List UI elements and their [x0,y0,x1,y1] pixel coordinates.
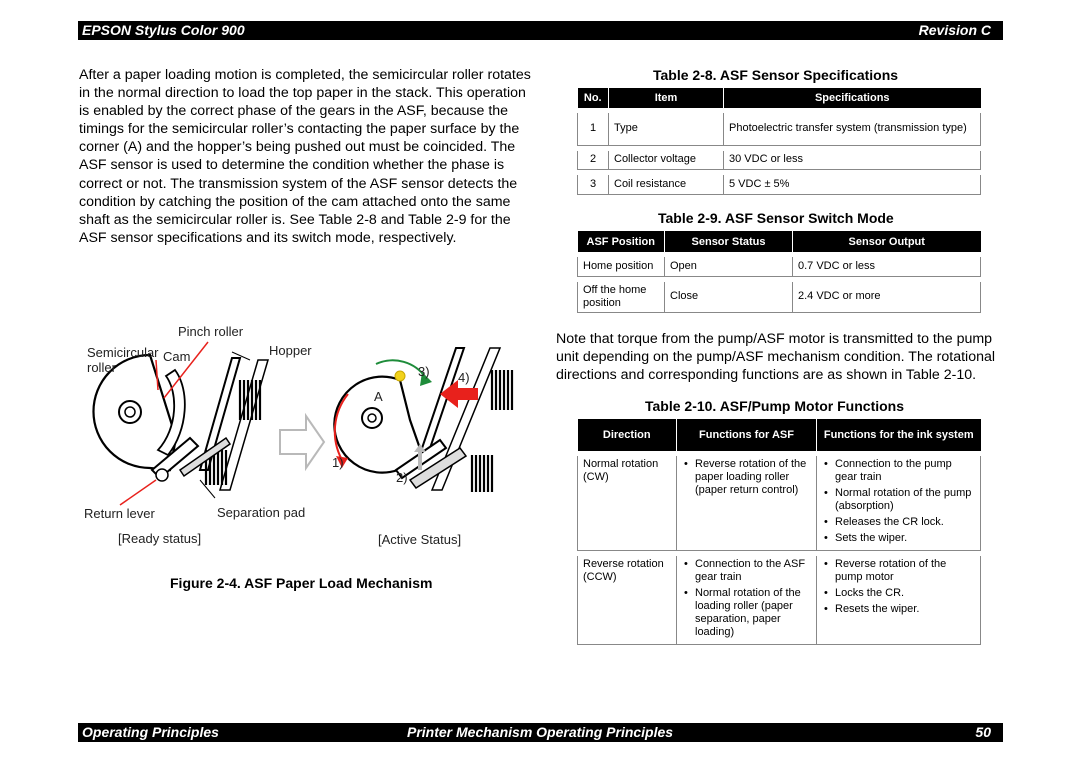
ink-functions-list [822,458,975,545]
body-line: is enabled by the correct phase of the gears in the ASF, because the [79,103,509,120]
table-8-caption: Table 2-8. ASF Sensor Specifications [653,67,899,83]
column-header: No. [578,88,609,108]
ink-functions-list [822,558,975,616]
column-header: Specifications [724,88,981,108]
corner-marker [395,371,405,381]
table-10-caption: Table 2-10. ASF/Pump Motor Functions [645,398,905,414]
asf-pump-motor-table [577,419,981,645]
cell-status: Close [665,282,793,313]
list-item: • Normal rotation of the pump (absorption) [822,487,975,513]
body-line: After a paper loading motion is completed, the semicircular roller rotates [79,67,531,83]
page-header [78,21,1003,40]
step-3-label: 3) [418,364,430,379]
revision-label: Revision C [918,22,991,38]
body-paragraph [79,66,531,247]
cell-position: Off the home position [578,282,665,313]
table-row [578,282,981,313]
body-line: shaft as the semicircular roller is. See Table 2-8 and Table 2-9 for the [79,211,511,228]
column-header: Item [609,88,724,108]
note-paragraph [556,330,1006,384]
page-number: 50 [975,724,991,740]
body-line: corner (A) and the hopper’s being pushed out must be coincided. The [79,139,516,156]
table-row [578,113,981,145]
table-row [578,175,981,194]
figure-caption: Figure 2-4. ASF Paper Load Mechanism [170,575,433,591]
manual-title: EPSON Stylus Color 900 [82,22,245,38]
active-status-label: [Active Status] [378,532,462,547]
table-row [578,556,981,645]
cell-no: 2 [578,151,609,170]
column-header: Direction [578,419,677,451]
list-item: • Connection to the ASF gear train [682,558,811,584]
column-header: Functions for ASF [677,419,817,451]
cell-item: Coil resistance [609,175,724,194]
column-header: Sensor Output [793,231,981,252]
note-line: directions and corresponding functions are as shown in Table 2-10. [556,367,977,384]
table-9-caption: Table 2-9. ASF Sensor Switch Mode [658,210,894,226]
return-lever-label: Return lever [84,506,155,521]
note-line: unit depending on the pump/ASF mechanism condition. The rotational [556,349,996,366]
cell-spec: Photoelectric transfer system (transmission type) [724,113,981,145]
cell-output: 0.7 VDC or less [793,257,981,276]
cell-no: 3 [578,175,609,194]
transition-arrow [280,416,324,468]
list-item: • Reverse rotation of the pump motor [822,558,975,584]
body-line: ASF sensor specifications and its switch mode, respectively. [79,229,457,246]
body-line: timings for the semicircular roller’s contacting the paper surface by the [79,121,520,138]
body-line: ASF sensor is used to determine the condition whether the phase is [79,157,505,174]
list-item: • Reverse rotation of the paper loading roller (paper return control) [682,458,811,497]
list-item: • Releases the CR lock. [822,516,975,529]
cell-item: Collector voltage [609,151,724,170]
separation-pad-leader [200,480,215,498]
cell-direction: Reverse rotation (CCW) [578,556,677,645]
table-row [578,257,981,276]
table-row [578,151,981,170]
active-pad-spring [472,455,492,492]
column-header: Sensor Status [665,231,793,252]
cell-position: Home position [578,257,665,276]
body-line: correct or not. The transmission system of the ASF sensor detects the [79,175,518,192]
section-name: Operating Principles [82,724,219,740]
note-line: Note that torque from the pump/ASF motor is transmitted to the pump [556,331,993,347]
list-item: • Connection to the pump gear train [822,458,975,484]
active-hopper-spring [492,370,512,410]
list-item: • Normal rotation of the loading roller (paper separation, paper loading) [682,587,811,639]
body-line: in the normal direction to load the top paper in the stack. This operation [79,85,526,102]
corner-a-label: A [374,389,383,404]
cell-spec: 5 VDC ± 5% [724,175,981,194]
hopper-label: Hopper [269,343,312,358]
cell-status: Open [665,257,793,276]
chapter-title: Printer Mechanism Operating Principles [407,724,674,740]
list-item: • Resets the wiper. [822,603,975,616]
pinch-roller-label: Pinch roller [178,324,244,339]
separation-pad-label: Separation pad [217,505,306,520]
cell-no: 1 [578,113,609,145]
cam-label: Cam [163,349,191,364]
asf-sensor-spec-table [577,88,981,195]
table-row [578,456,981,551]
asf-functions-list [682,558,811,639]
ready-status-label: [Ready status] [118,531,202,546]
cell-spec: 30 VDC or less [724,151,981,170]
cell-output: 2.4 VDC or more [793,282,981,313]
body-line: condition by catching the position of the cam attached onto the same [79,193,511,210]
page-footer [78,723,1003,742]
cell-direction: Normal rotation (CW) [578,456,677,551]
asf-functions-list [682,458,811,497]
semicircular-label: Semicircular [87,345,159,360]
asf-switch-mode-table [577,231,981,313]
step-1-label: 1) [332,455,344,470]
return-lever-leader [120,480,156,505]
list-item: • Locks the CR. [822,587,975,600]
list-item: • Sets the wiper. [822,532,975,545]
column-header: ASF Position [578,231,665,252]
step-4-label: 4) [458,370,470,385]
column-header: Functions for the ink system [817,419,981,451]
roller-label: roller [87,360,116,375]
step-2-label: 2) [396,470,408,485]
cell-item: Type [609,113,724,145]
